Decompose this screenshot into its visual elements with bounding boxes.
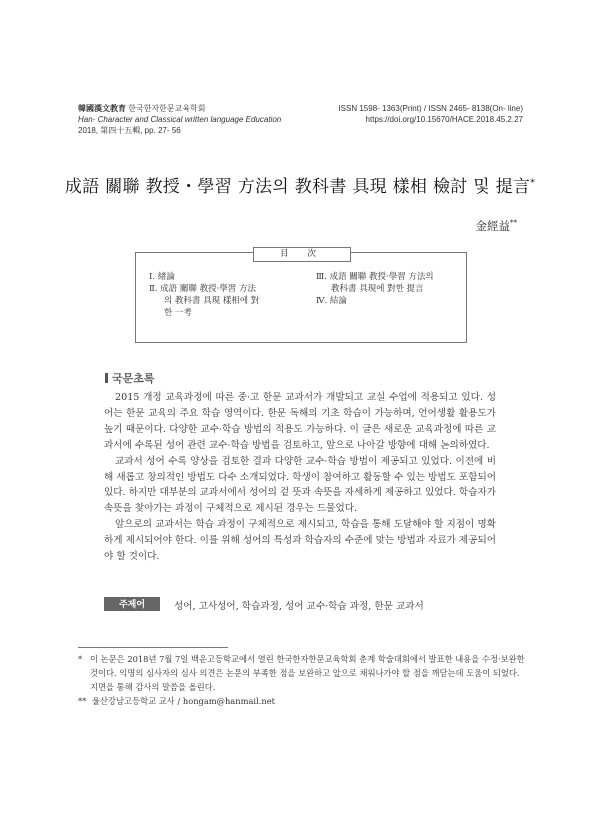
abstract-paragraph: 앞으로의 교과서는 학습 과정이 구체적으로 제시되고, 학습을 통해 도달해야 할 지점이 명확하게 제시되어야 한다. 이를 위해 성어의 특성과 학습자의 수준에 맞는 방법과 자료가 제공되어야 할 것이다.: [104, 519, 496, 563]
table-of-contents: [135, 249, 467, 343]
journal-header: [78, 103, 281, 136]
journal-logo: 韓國漢文教育: [78, 104, 126, 113]
footnote-mark: **: [78, 696, 87, 706]
toc-item: Ⅱ. 成語 關聯 教授·學習 方法: [149, 284, 256, 294]
toc-item: Ⅰ. 緖論: [149, 272, 175, 282]
toc-item-continued: 한 一考: [164, 308, 192, 318]
footnotes: [78, 652, 526, 708]
title-footnote-mark: *: [530, 178, 536, 189]
footnote-text: 이 논문은 2018년 7월 7일 백운고등학교에서 열린 한국한자한문교육학회 춘계 학술대회에서 발표한 내용을 수정·보완한 것이다. 익명의 심사자의 심사 의견은 논문의 부족한 점을 보완하고 앞으로 채워나가야 할 점을 깨닫는데 도움이 되었다. 지면을 통해 감사의 말씀을 올린다.: [90, 654, 525, 692]
footnote-mark: *: [78, 654, 83, 664]
abstract-heading: 국문초록: [105, 370, 155, 386]
toc-left-column: [149, 271, 289, 319]
footnote-divider: [78, 647, 228, 648]
abstract-paragraph: 교과서 성어 수록 양상을 검토한 결과 다양한 교수·학습 방법이 제공되고 있었다. 이전에 비해 새롭고 창의적인 방법도 다수 소개되었다. 학생이 참여하고 활동할 수 있는 방법도 포함되어 있다. 하지만 대부분의 교과서에서 성어의 겉 뜻과 속뜻을 자세하게 제공하고 있었다. 학습자가 속뜻을 찾아가는 과정이 구체적으로 제시된 경우는 드물었다.: [104, 455, 496, 515]
section-bar-icon: [105, 373, 108, 383]
abstract-paragraph: 2015 개정 교육과정에 따른 중·고 한문 교과서가 개발되고 교실 수업에 적용되고 있다. 성어는 한문 교육의 주요 학습 영역이다. 한문 독해의 기초 학습이 가능하며, 언어생활 활용도가 높기 때문이다. 다양한 교수·학습 방법의 적용도 가능하다. 이 글은 새로운 교육과정에 따른 교과서에 수록된 성어 관련 교수·학습 방법을 검토하고, 앞으로 나아갈 방향에 대해 논의하였다.: [104, 392, 496, 451]
footnote-1: [78, 652, 526, 694]
paper-title: 成語 關聯 教授・學習 方法의 教科書 具現 樣相 檢討 및 提言*: [64, 177, 536, 197]
footnote-2: [78, 694, 526, 708]
publication-info: [338, 103, 523, 125]
footnote-text: 울산강남고등학교 교사 / hongam@hanmail.net: [92, 696, 275, 706]
issue-info: 2018, 第四十五輯, pp. 27- 56: [78, 126, 181, 135]
issn: ISSN 1598- 1363(Print) / ISSN 2465- 8138(On- line): [338, 104, 523, 113]
author: 金經益**: [475, 219, 517, 233]
doi-link[interactable]: https://doi.org/10.15670/HACE.2018.45.2.27: [365, 115, 523, 124]
toc-right-column: [316, 271, 461, 307]
toc-item-continued: 教科書 具現에 對한 提言: [331, 284, 424, 294]
keywords-label: 주제어: [104, 597, 160, 611]
abstract-body: [104, 390, 496, 565]
toc-item: Ⅳ. 結論: [316, 296, 347, 306]
journal-name-en: Han- Character and Classical written language Education: [78, 115, 282, 124]
journal-name-ko: 한국한자한문교육학회: [128, 104, 206, 113]
toc-item-continued: 의 教科書 具現 樣相에 對: [164, 296, 260, 306]
toc-item: Ⅲ. 成語 關聯 教授·學習 方法의: [316, 272, 434, 282]
keywords-text: 성어, 고사성어, 학습과정, 성어 교수·학습 과정, 한문 교과서: [174, 601, 424, 612]
author-footnote-mark: **: [510, 219, 517, 228]
toc-heading: 目 次: [253, 247, 351, 262]
